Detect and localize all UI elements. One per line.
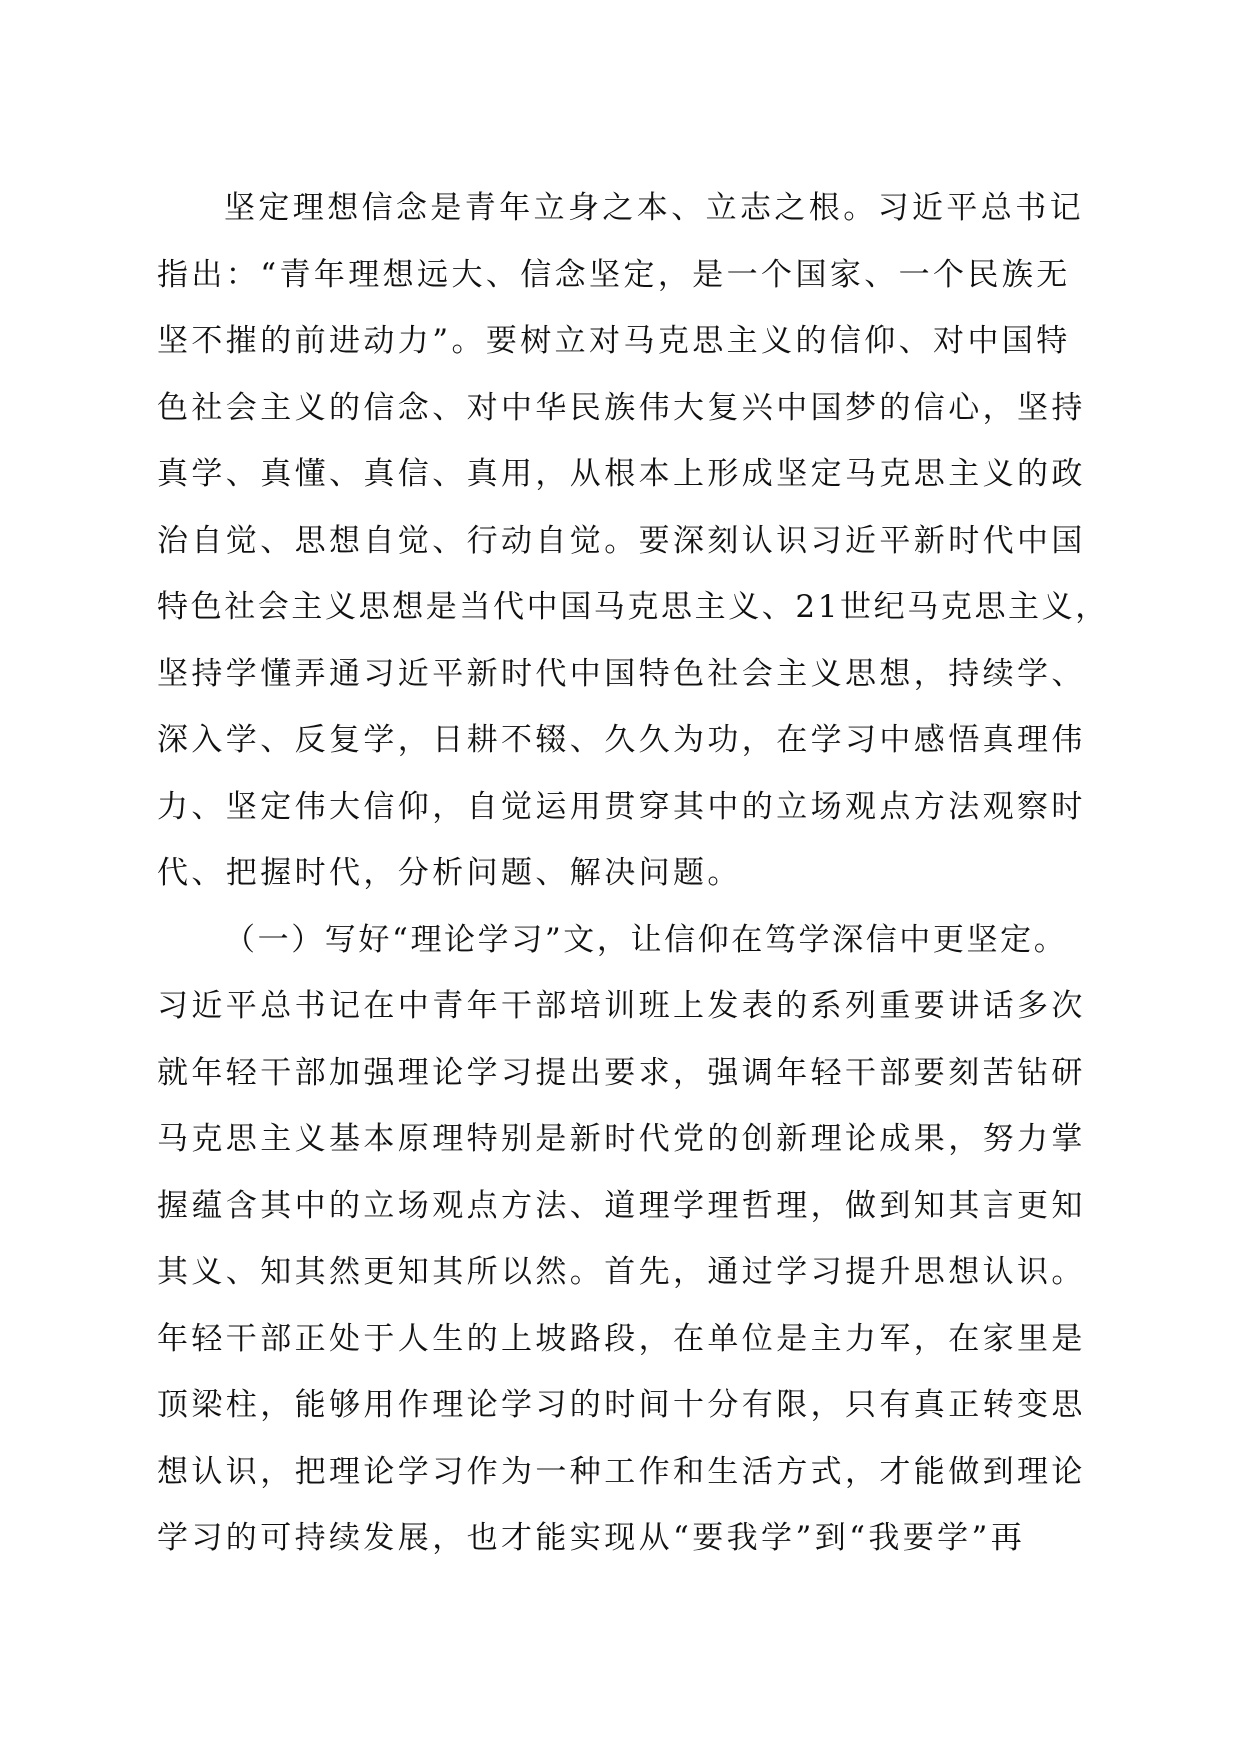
text-line-2: 指出：“青年理想远大、信念坚定，是一个国家、一个民族无 xyxy=(157,256,1071,293)
text-line-17: 其义、知其然更知其所以然。首先，通过学习提升思想认识。 xyxy=(157,1254,1086,1290)
text-line-19: 顶梁柱，能够用作理论学习的时间十分有限，只有真正转变思 xyxy=(157,1387,1086,1423)
text-line-11: 代、把握时代，分析问题、解决问题。 xyxy=(157,855,742,891)
text-line-9: 深入学、反复学，日耕不辍、久久为功，在学习中感悟真理伟 xyxy=(157,722,1086,758)
text-line-15: 马克思主义基本原理特别是新时代党的创新理论成果，努力掌 xyxy=(157,1121,1086,1157)
text-line-6: 治自觉、思想自觉、行动自觉。要深刻认识习近平新时代中国 xyxy=(157,522,1086,559)
text-line-16: 握蕴含其中的立场观点方法、道理学理哲理，做到知其言更知 xyxy=(157,1187,1086,1224)
text-line-10: 力、坚定伟大信仰，自觉运用贯穿其中的立场观点方法观察时 xyxy=(157,788,1086,825)
text-line-4: 色社会主义的信念、对中华民族伟大复兴中国梦的信心，坚持 xyxy=(157,389,1086,426)
text-line-1: 坚定理想信念是青年立身之本、立志之根。习近平总书记 xyxy=(224,190,1084,226)
text-line-21: 学习的可持续发展，也才能实现从“要我学”到“我要学”再 xyxy=(157,1520,1026,1556)
text-line-8: 坚持学懂弄通习近平新时代中国特色社会主义思想，持续学、 xyxy=(157,655,1086,692)
body-text xyxy=(157,188,1109,1585)
text-line-18: 年轻干部正处于人生的上坡路段，在单位是主力军，在家里是 xyxy=(157,1320,1086,1357)
text-line-3: 坚不摧的前进动力”。要树立对马克思主义的信仰、对中国特 xyxy=(157,323,1071,359)
text-line-13: 习近平总书记在中青年干部培训班上发表的系列重要讲话多次 xyxy=(157,988,1086,1024)
text-line-20: 想认识，把理论学习作为一种工作和生活方式，才能做到理论 xyxy=(157,1453,1086,1490)
text-line-7: 特色社会主义思想是当代中国马克思主义、21世纪马克思主义， xyxy=(157,589,1109,625)
text-line-14: 就年轻干部加强理论学习提出要求，强调年轻干部要刻苦钻研 xyxy=(157,1054,1086,1091)
text-line-12: （一）写好“理论学习”文，让信仰在笃学深信中更坚定。 xyxy=(224,921,1068,958)
text-line-5: 真学、真懂、真信、真用，从根本上形成坚定马克思主义的政 xyxy=(157,456,1086,492)
